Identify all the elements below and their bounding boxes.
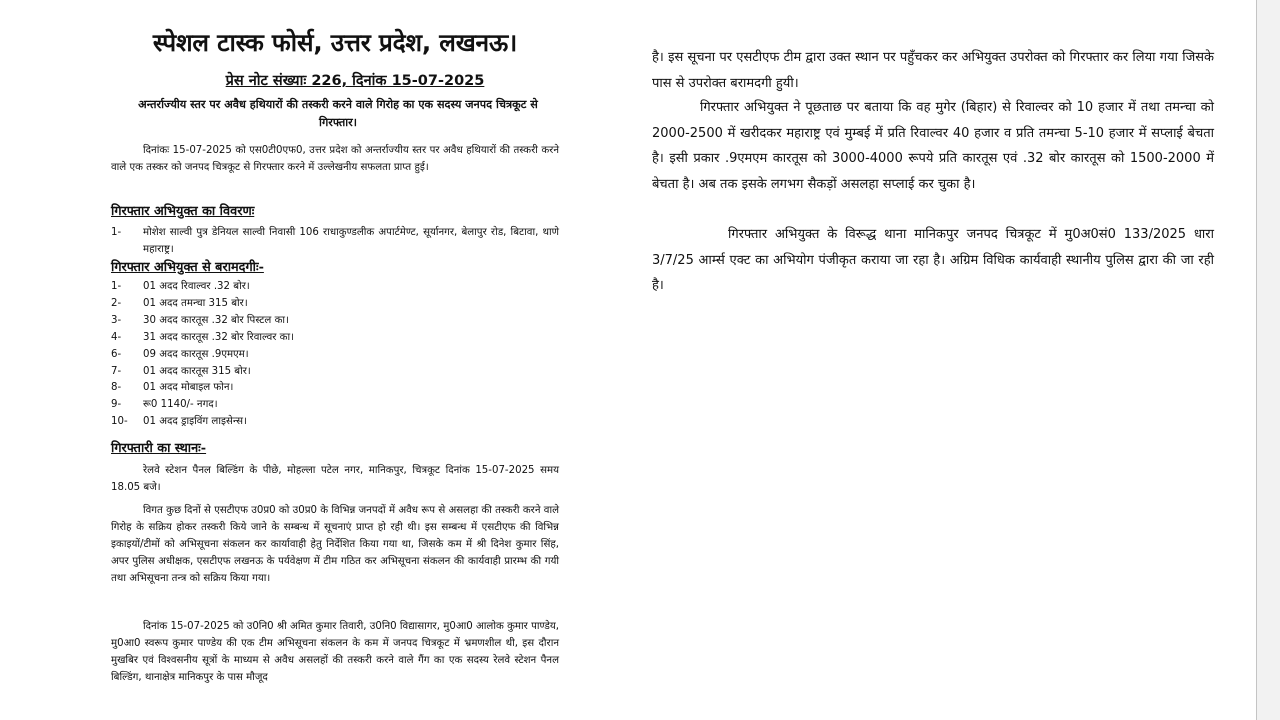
press-note-number: प्रेस नोट संख्याः 226, दिनांक 15-07-2025 (225, 73, 485, 89)
list-item: 7- 01 अदद कारतूस 315 बोर। (111, 365, 251, 377)
list-item: 6- 09 अदद कारतूस .9एमएम। (111, 348, 249, 360)
left-page (0, 0, 636, 720)
arrest-place-heading: गिरफ्तारी का स्थानः- (111, 441, 207, 456)
recovery-list (111, 279, 559, 431)
list-item: 10- 01 अदद ड्राइविंग लाइसेन्स। (111, 416, 247, 428)
page-title: स्पेशल टास्क फोर्स, उत्तर प्रदेश, लखनऊ। (152, 28, 518, 57)
press-note-subtitle: अन्तर्राज्यीय स्तर पर अवैध हथियारों की तस्करी करने वाले गिरोह का एक सदस्य जनपद चित्रकूट से गिरफ्तार। (138, 98, 538, 129)
team-paragraph: दिनांक 15-07-2025 को उ0नि0 श्री अमित कुमार तिवारी, उ0नि0 विद्यासागर, मु0आ0 आलोक कुमार पाण्डेय, मु0आ0 स्वरूप कुमार पाण्डेय की एक टीम अभिसूचना संकलन के कम में जनपद चित्रकूट में भ्रमणशील थी, इस दौरान मुखबिर एवं विश्वसनीय सूत्रों के माध्यम से अवैध असलहों की तस्करी करने वाले गैंग का एक सदस्य रेलवे स्टेशन पैनल बिल्डिंग, थानाक्षेत्र मानिकपुर के पास मौजूद (111, 621, 559, 683)
recovery-heading: गिरफ्तार अभियुक्त से बरामदगीः- (111, 260, 264, 275)
interrogation-paragraph: गिरफ्तार अभियुक्त ने पूछताछ पर बताया कि वह मुगेर (बिहार) से रिवाल्वर को 10 हजार में तथा तमन्चा को 2000-2500 में खरीदकर महाराष्ट्र एवं मुम्बई में प्रति रिवाल्वर 40 हजार व प्रति तमन्चा 5-10 हजार में सप्लाई बेचता है। इसी प्रकार .9एमएम कारतूस को 3000-4000 रूपये प्रति कारतूस एवं .32 बोर कारतूस को 1500-2000 में बेचता है। अब तक इसके लगभग सैकड़ों असलहा सप्लाई कर चुका है। (652, 100, 1214, 192)
list-item: 3- 30 अदद कारतूस .32 बोर पिस्टल का। (111, 314, 289, 326)
list-item: 1- 01 अदद रिवाल्वर .32 बोर। (111, 281, 250, 292)
list-item: 9- रू0 1140/- नगद। (111, 399, 218, 411)
arrest-place-text: रेलवे स्टेशन पैनल बिल्डिंग के पीछे, मोहल्ला पटेल नगर, मानिकपुर, चित्रकूट दिनांक 15-07-2025 समय 18.05 बजे। (111, 465, 559, 493)
accused-text: मोशेश साल्वी पुत्र डेनियल साल्वी निवासी 106 राधाकुण्डलीक अपार्टमेण्ट, सूर्यानगर, बेलापुर रोड, बिटावा, थाणे महाराष्ट्र। (143, 227, 559, 255)
accused-number: 1- (111, 227, 122, 238)
accused-heading: गिरफ्तार अभियुक्त का विवरणः (111, 204, 255, 219)
arrest-paragraph: है। इस सूचना पर एसटीएफ टीम द्वारा उक्त स्थान पर पहुँचकर कर अभियुक्त उपरोक्त को गिरफ्तार कर लिया गया जिसके पास से उपरोक्त बरामदगी हुयी। (652, 50, 1214, 91)
list-item: 8- 01 अदद मोबाइल फोन। (111, 382, 234, 394)
list-item: 2- 01 अदद तमन्चा 315 बोर। (111, 297, 248, 309)
accused-details (111, 224, 559, 258)
background-paragraph: विगत कुछ दिनों से एसटीएफ उ0प्र0 को उ0प्र0 के विभिन्न जनपदों में अवैध रूप से असलहा की तस्करी करने वाले गिरोह के सक्रिय होकर तस्करी किये जाने के सम्बन्ध में सूचनाएं प्राप्त हो रही थी। इस सम्बन्ध में एसटीएफ की विभिन्न इकाइयों/टीमों को अभिसूचना संकलन कर कार्यावाही हेतु निर्देशित किया गया था, जिसके कम में श्री दिनेश कुमार सिंह, अपर पुलिस अधीक्षक, एसटीएफ लखनऊ के पर्यवेक्षण में टीम गठित कर अभिसूचना संकलन की कार्यवाही प्रारम्भ की गयी तथा अभिसूचना तन्त्र को सक्रिय किया गया। (111, 505, 559, 584)
list-item: 4- 31 अदद कारतूस .32 बोर रिवाल्वर का। (111, 331, 294, 343)
viewer-gutter (1257, 0, 1280, 720)
case-registration-paragraph: गिरफ्तार अभियुक्त के विरूद्ध थाना मानिकपुर जनपद चित्रकूट में मु0अ0सं0 133/2025 धारा 3/7/25 आर्म्स एक्ट का अभियोग पंजीकृत कराया जा रहा है। अग्रिम विधिक कार्यवाही स्थानीय पुलिस द्वारा की जा रही है। (652, 227, 1214, 293)
intro-paragraph: दिनांकः 15-07-2025 को एस0टी0एफ0, उत्तर प्रदेश को अन्तर्राज्यीय स्तर पर अवैध हथियारों की तस्करी करने वाले एक तस्कर को जनपद चित्रकूट से गिरफ्तार करने में उल्लेखनीय सफलता प्राप्त हुई। (111, 145, 559, 173)
